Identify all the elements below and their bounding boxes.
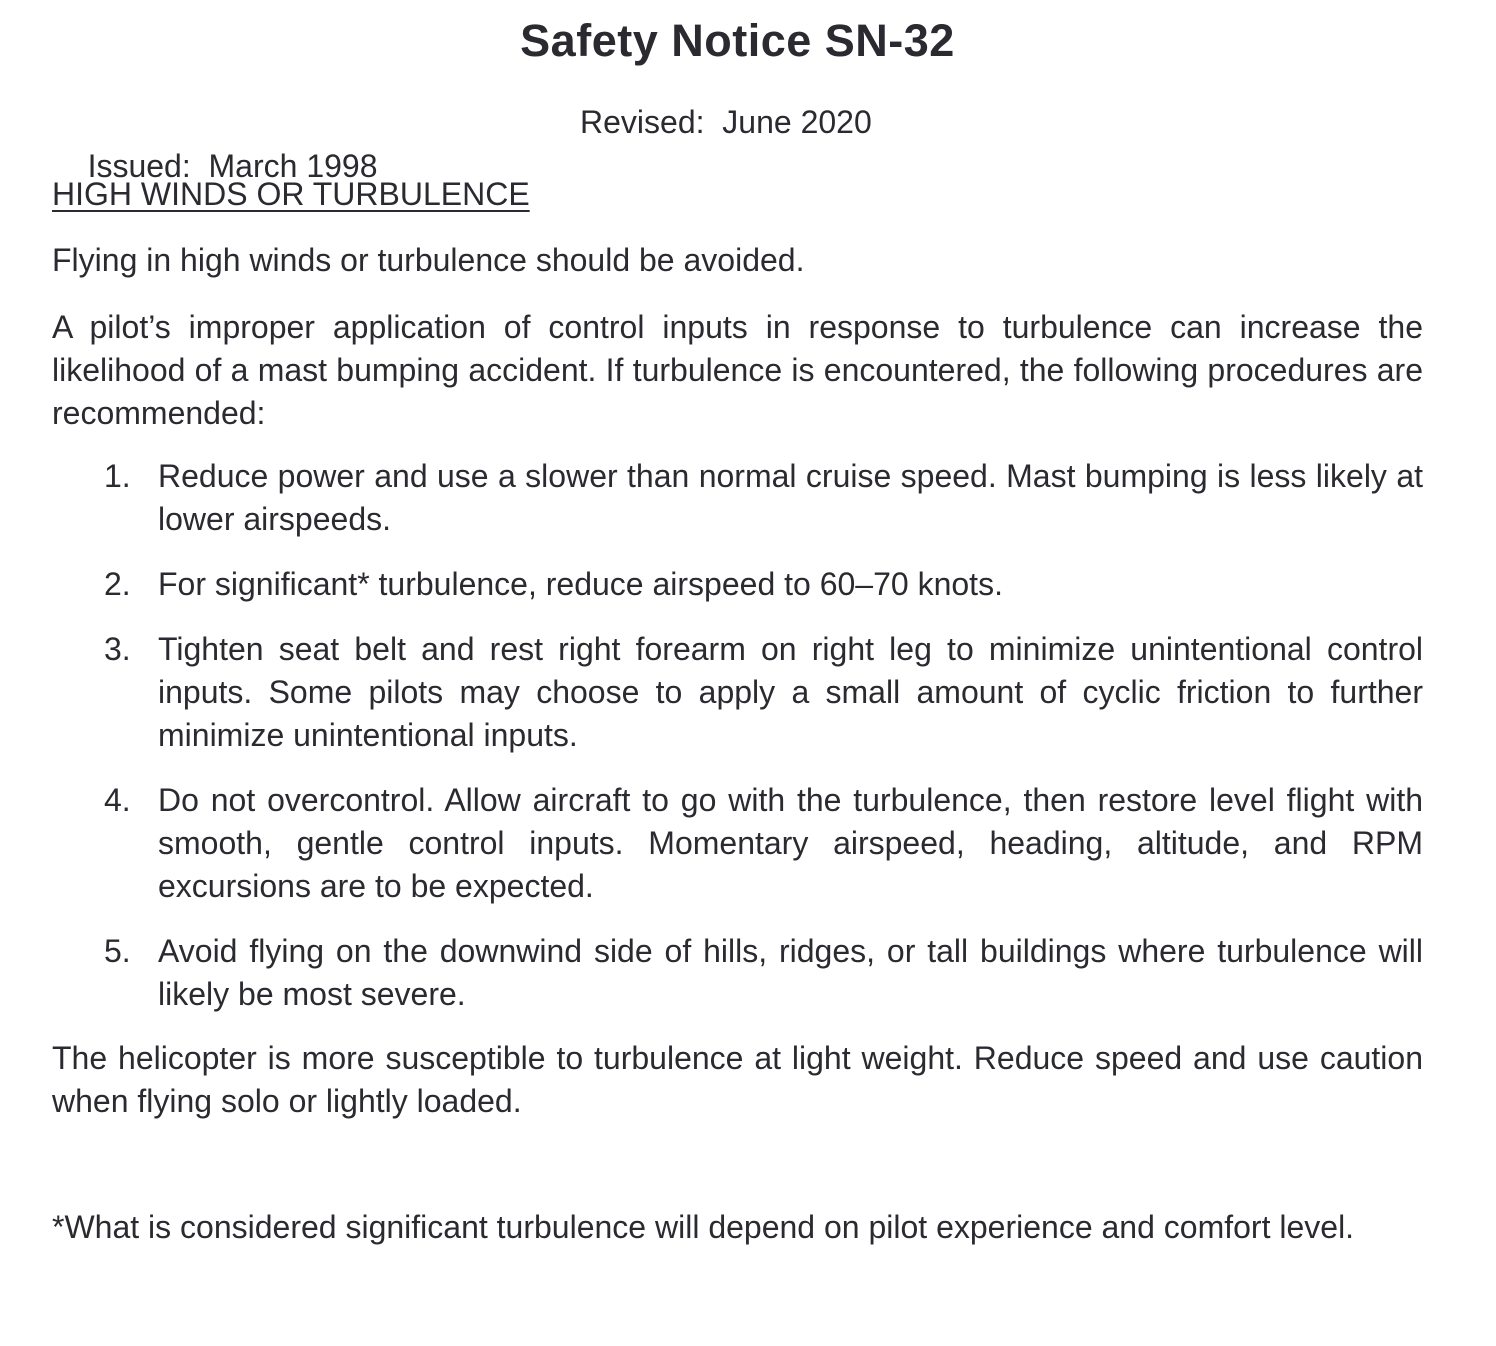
issued-date: Issued: March 1998 xyxy=(87,148,378,184)
procedure-item xyxy=(52,779,1423,908)
procedure-item xyxy=(52,455,1423,541)
procedure-text: Reduce power and use a slower than normal cruise speed. Mast bumping is less likely at lower airspeeds. xyxy=(158,458,1423,537)
intro-paragraph: Flying in high winds or turbulence should be avoided. xyxy=(52,242,805,278)
procedure-text: Tighten seat belt and rest right forearm on right leg to minimize unintentional control inputs. Some pilots may choose to apply a small amount of cyclic friction to further minimize unintentional inputs. xyxy=(158,631,1423,753)
procedure-item xyxy=(52,563,1423,606)
procedure-number: 1. xyxy=(104,458,131,494)
body-paragraph: A pilot’s improper application of control inputs in response to turbulence can increase the likelihood of a mast bumping accident. If turbulence is encountered, the following procedures are recommended: xyxy=(52,309,1423,431)
procedure-number: 2. xyxy=(104,566,131,602)
procedure-number: 5. xyxy=(104,933,131,969)
procedure-item xyxy=(52,930,1423,1016)
procedure-text: Do not overcontrol. Allow aircraft to go with the turbulence, then restore level flight with smooth, gentle control inputs. Momentary airspeed, heading, altitude, and RPM excursions are to be expected. xyxy=(158,782,1423,904)
closing-paragraph: The helicopter is more susceptible to turbulence at light weight. Reduce speed and use caution when flying solo or lightly loaded. xyxy=(52,1040,1423,1119)
document-title: Safety Notice SN-32 xyxy=(520,15,955,66)
section-heading: HIGH WINDS OR TURBULENCE xyxy=(52,176,530,212)
footnote: *What is considered significant turbulence will depend on pilot experience and comfort level. xyxy=(52,1209,1355,1245)
procedure-number: 3. xyxy=(104,631,131,667)
procedure-list xyxy=(52,455,1423,1038)
procedure-item xyxy=(52,628,1423,757)
revised-date: Revised: June 2020 xyxy=(580,104,872,140)
procedure-text: For significant* turbulence, reduce airspeed to 60–70 knots. xyxy=(158,566,1003,602)
procedure-text: Avoid flying on the downwind side of hills, ridges, or tall buildings where turbulence will likely be most severe. xyxy=(158,933,1423,1012)
procedure-number: 4. xyxy=(104,782,131,818)
